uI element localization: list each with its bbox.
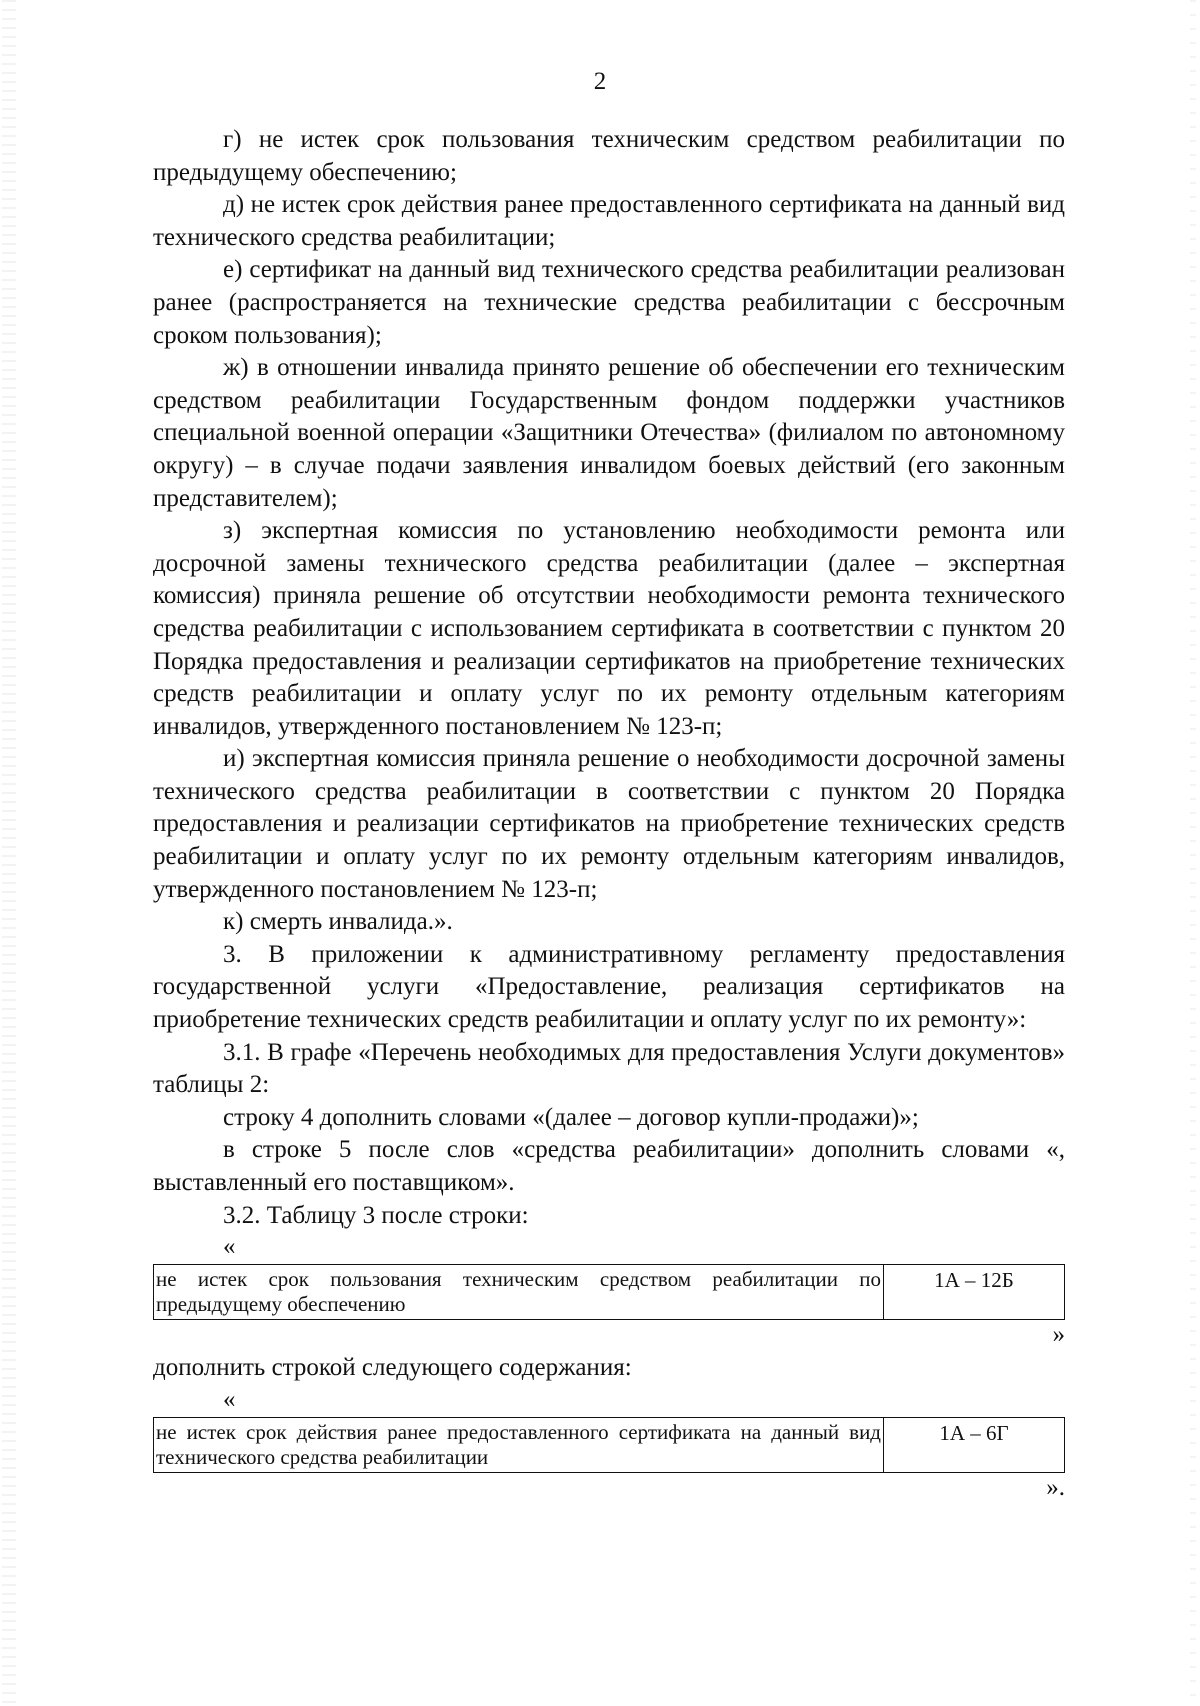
paragraph-3-1: 3.1. В графе «Перечень необходимых для предоставления Услуги документов» таблицы 2: xyxy=(153,1038,1065,1099)
scan-edge-left xyxy=(2,0,16,1706)
paragraph-e: е) сертификат на данный вид технического средства реабилитации реализован ранее (распространяется на технические средства реабилитации с бессрочным сроком пользования); xyxy=(153,256,1065,349)
table-cell-code: 1А – 12Б xyxy=(884,1265,1065,1320)
paragraph-row-5: в строке 5 после слов «средства реабилитации» дополнить словами «, выставленный его поставщиком». xyxy=(153,1136,1065,1196)
paragraph-3: 3. В приложении к административному регламенту предоставления государственной услуги «Предоставление, реализация сертификатов на приобретение технических средств реабилитации и оплату услуг по их ремонту»: xyxy=(153,940,1065,1034)
paragraph-z: з) экспертная комиссия по установлению необходимости ремонта или досрочной замены технического средства реабилитации (далее – экспертная комиссия) приняла решение об отсутствии необходимости ремонта технического средства реабилитации с использованием сертификата в соответствии с пунктом 20 Порядка предоставления и реализации сертификатов на приобретение технических средств реабилитации и оплату услуг по их ремонту отдельным категориям инвалидов, утвержденного постановлением № 123-п; xyxy=(153,517,1065,740)
paragraph-k: к) смерть инвалида.». xyxy=(223,908,453,936)
table-cell-description: не истек срок действия ранее предоставленного сертификата на данный вид технического средства реабилитации xyxy=(154,1417,884,1472)
paragraph-3-2: 3.2. Таблицу 3 после строки: xyxy=(223,1201,529,1229)
paragraph-zh: ж) в отношении инвалида принято решение об обеспечении его техническим средством реабилитации Государственным фондом поддержки участников специальной военной операции «Защитники Отечества» (филиалом по автономному округу) – в случае подачи заявления инвалидом боевых действий (его законным представителем); xyxy=(153,354,1065,512)
table-row xyxy=(154,1417,1065,1472)
quote-close-final: ». xyxy=(1046,1473,1065,1501)
paragraph-i: и) экспертная комиссия приняла решение о необходимости досрочной замены технического средства реабилитации в соответствии с пунктом 20 Порядка предоставления и реализации сертификатов на приобретение технических средств реабилитации и оплату услуг по их ремонту отдельным категориям инвалидов, утвержденного постановлением № 123-п; xyxy=(153,745,1065,903)
quote-open-1: « xyxy=(223,1233,236,1261)
table-row-new xyxy=(153,1417,1065,1473)
quote-close-1: » xyxy=(1052,1321,1065,1349)
scan-edge-right xyxy=(1190,0,1196,1706)
quote-open-2: « xyxy=(223,1385,236,1413)
table-row xyxy=(154,1265,1065,1320)
paragraph-g: г) не истек срок пользования техническим средством реабилитации по предыдущему обеспечению; xyxy=(153,126,1065,186)
document-body xyxy=(153,124,1065,1503)
page-number: 2 xyxy=(593,68,607,95)
paragraph-row-4: строку 4 дополнить словами «(далее – договор купли-продажи)»; xyxy=(223,1103,919,1131)
middle-text: дополнить строкой следующего содержания: xyxy=(153,1354,632,1382)
table-row-existing xyxy=(153,1264,1065,1320)
table-cell-code: 1А – 6Г xyxy=(884,1417,1065,1472)
table-cell-description: не истек срок пользования техническим средством реабилитации по предыдущему обеспечению xyxy=(154,1265,884,1320)
paragraph-d: д) не истек срок действия ранее предоставленного сертификата на данный вид технического средства реабилитации; xyxy=(153,191,1065,251)
